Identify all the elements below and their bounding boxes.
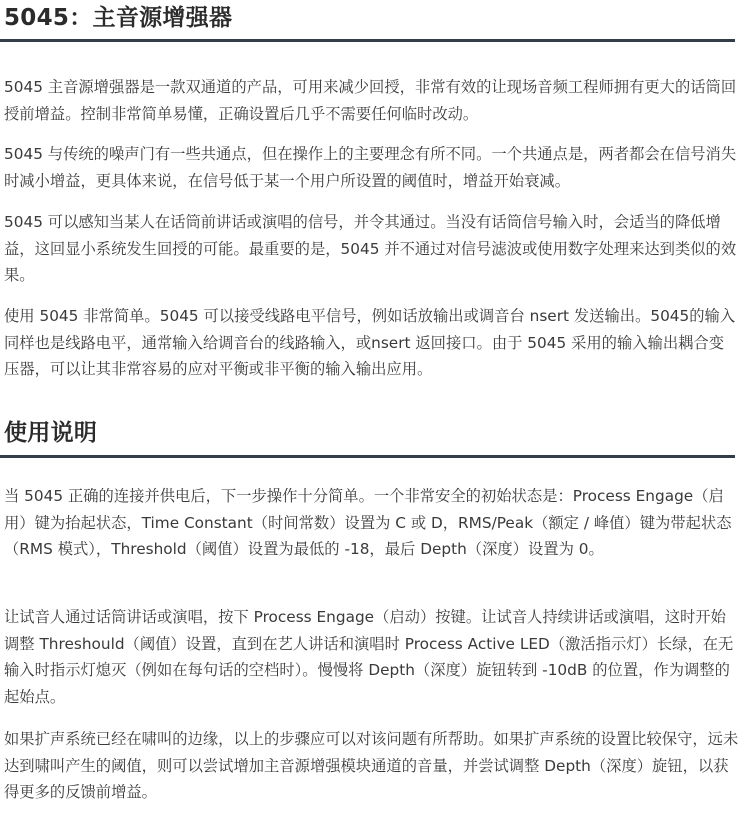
paragraph-noise-gate-comparison: 5045 与传统的噪声门有一些共通点，但在操作上的主要理念有所不同。一个共通点是，两者都会在信号消失时减小增益，更具体来说，在信号低于某一个用户所设置的阈值时，增益开始衰减。 (4, 145, 737, 190)
paragraph-adjustment-steps: 让试音人通过话筒讲话或演唱，按下 Process Engage（启动）按键。让试音人持续讲话或演唱，这时开始调整 Threshould（阈值）设置，直到在艺人讲话和演唱时 Process Active LED（激活指示灯）长绿，在无输入时指示灯熄灭（例如在每句话的空档时）。慢慢将 Depth（深度）旋钮转到 -10dB 的位置，作为调整的起始点。 (4, 608, 734, 706)
section-title-product: 5045：主音源增强器 (4, 5, 233, 31)
paragraph-connections: 使用 5045 非常简单。5045 可以接受线路电平信号，例如话放输出或调音台 nsert 发送输出。5045的输入同样也是线路电平，通常输入给调音台的线路输入，或nsert 返回接口。由于 5045 采用的输入输出耦合变压器，可以让其非常容易的应对平衡或非平衡的输入输出应用。 (4, 307, 736, 378)
paragraph-signal-sensing: 5045 可以感知当某人在话筒前讲话或演唱的信号，并令其通过。当没有话筒信号输入时，会适当的降低增益，这回显小系统发生回授的可能。最重要的是，5045 并不通过对信号滤波或使用数字处理来达到类似的效果。 (4, 213, 737, 284)
paragraph-initial-settings: 当 5045 正确的连接并供电后，下一步操作十分简单。一个非常安全的初始状态是：Process Engage（启用）键为抬起状态，Time Constant（时间常数）设置为 C 或 D，RMS/Peak（额定 / 峰值）键为带起状态（RMS 模式），Threshold（阈值）设置为最低的 -18，最后 Depth（深度）设置为 0。 (4, 487, 732, 558)
section-title-usage: 使用说明 (4, 420, 98, 446)
section-divider (0, 39, 735, 42)
section-divider (0, 455, 735, 458)
paragraph-intro: 5045 主音源增强器是一款双通道的产品，可用来减少回授，非常有效的让现场音频工程师拥有更大的话筒回授前增益。控制非常简单易懂，正确设置后几乎不需要任何临时改动。 (4, 78, 737, 123)
paragraph-feedback-tips: 如果扩声系统已经在啸叫的边缘，以上的步骤应可以对该问题有所帮助。如果扩声系统的设置比较保守，远未达到啸叫产生的阈值，则可以尝试增加主音源增强模块通道的音量，并尝试调整 Depth（深度）旋钮，以获得更多的反馈前增益。 (4, 730, 739, 801)
